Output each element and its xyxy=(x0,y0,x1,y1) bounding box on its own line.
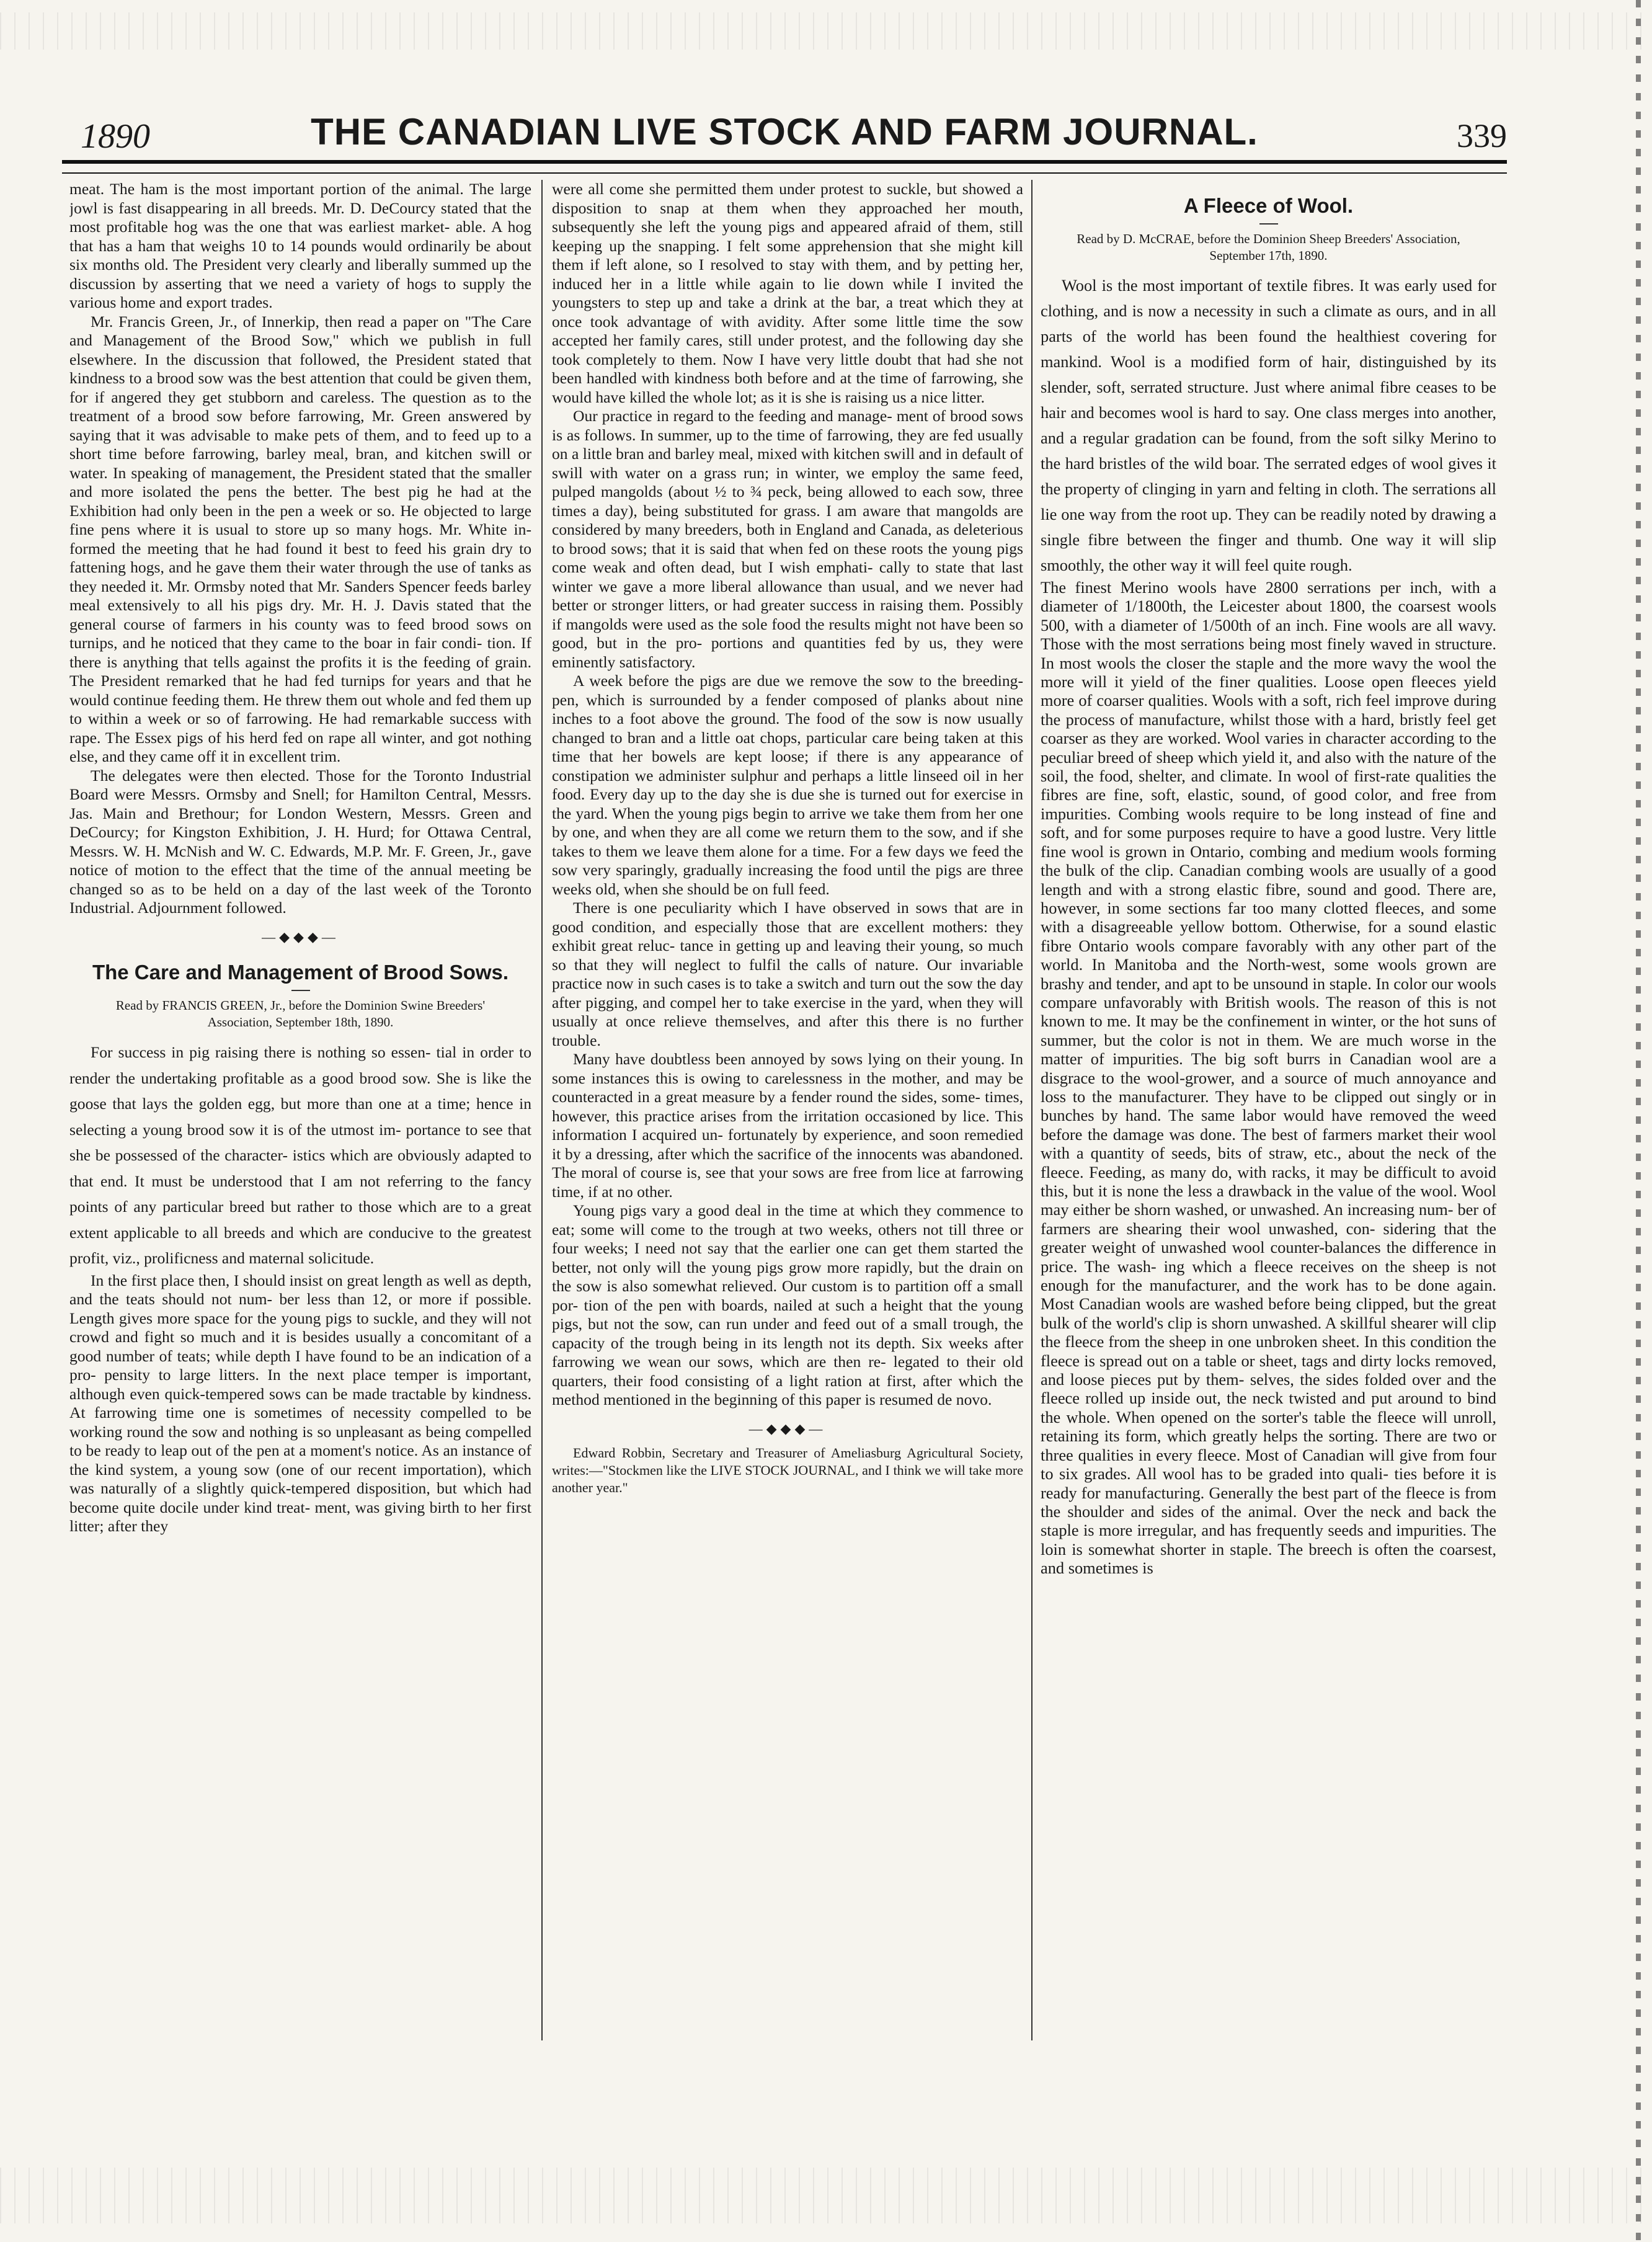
journal-title: THE CANADIAN LIVE STOCK AND FARM JOURNAL. xyxy=(311,111,1258,153)
article-title: A Fleece of Wool. xyxy=(1183,194,1354,217)
paragraph: Our practice in regard to the feeding and manage- ment of brood sows is as follows. In summer, up to the time of farrowing, they are fed usually on a little bran and barley meal, mixed with kitchen swill and in default of swill with water on a grass run; in winter, we employ the same feed, pulped mangolds (about ½ to ¾ peck, being allowed to each sow, three times a day), being substituted for grass. I am aware that mangolds are considered by many breeders, both in England and Canada, as deleterious to brood sows; that it is said that when fed on these roots the young pigs come weak and often dead, but I wish emphati- cally to state that last winter we gave a more liberal allowance than usual, and we never had better or stronger litters, or had greater success in raising them. Possibly if mangolds were used as the sole food the results might not have been so good, but in the pro- portions and quantities fed by us, they were eminently satisfactory. xyxy=(552,407,1023,671)
scan-artifact-edge xyxy=(1636,0,1641,2242)
column-right xyxy=(1041,180,1496,2040)
page-number: 339 xyxy=(1457,117,1507,154)
header-year: 1890 xyxy=(81,117,150,156)
column-rule xyxy=(541,180,543,2040)
column-left xyxy=(69,180,531,2040)
section-ornament: —◆◆◆— xyxy=(262,928,339,945)
column-middle xyxy=(552,180,1023,2040)
title-dash xyxy=(291,990,310,991)
reader-note: Edward Robbin, Secretary and Treasurer of Ameliasburg Agricultural Society, writes:—"Stockmen like the LIVE STOCK JOURNAL, and I think we will take more another year." xyxy=(552,1445,1023,1495)
scan-artifact-top xyxy=(0,12,1652,50)
paragraph: Many have doubtless been annoyed by sows lying on their young. In some instances this is owing to carelessness in the mother, and may be counteracted in a great measure by a fender round the sides, some- times, however, this practice arises from the irritation occasioned by lice. This information I acquired un- fortunately by experience, and soon remedied it by a dressing, after which the sacrifice of the innocents was abandoned. The moral of course is, see that your sows are free from lice at farrowing time, if at no other. xyxy=(552,1050,1023,1201)
paragraph: A week before the pigs are due we remove the sow to the breeding-pen, which is surrounded by a fender composed of planks about nine inches to a foot above the ground. The food of the sow is now usually changed to bran and a little oat chops, particular care being taken at this time that her bowels are kept loose; if there is any appearance of constipation we administer sulphur and perhaps a little linseed oil in her food. Every day up to the day she is due she is turned out for exercise in the yard. When the young pigs begin to arrive we take them from her one by one, and when they are all come we return them to the sow, and if she takes to them we leave them alone for a time. For a few days we feed the sow very sparingly, gradually increasing the food until the pigs are three weeks old, when she should be on full feed. xyxy=(552,672,1023,898)
paragraph: Young pigs vary a good deal in the time at which they commence to eat; some will come to the trough at two weeks, others not till three or four weeks; I need not say that the earlier one can get them started the better, not only will the young pigs grow more rapidly, but the drain on the sow is also somewhat relieved. Our custom is to partition off a small por- tion of the pen with boards, nailed at such a height that the young pigs, but not the sow, can run under and feed out of a small trough, the capacity of the trough being in its length not its depth. Six weeks after farrowing we wean our sows, which are then re- legated to their old quarters, their food consisting of a light ration at first, after which the method mentioned in the beginning of this paper is resumed de novo. xyxy=(552,1201,1023,1408)
paragraph: The delegates were then elected. Those for the Toronto Industrial Board were Messrs. Ormsby and Snell; for Hamilton Central, Messrs. Jas. Main and Brethour; for London Western, Messrs. Green and DeCourcy; for Kingston Exhibition, J. H. Hurd; for Ottawa Central, Messrs. W. H. McNish and W. C. Edwards, M.P. Mr. F. Green, Jr., gave notice of motion to the effect that the time of the annual meeting be changed so as to be held on a day of the last week of the Toronto Industrial. Adjournment followed. xyxy=(69,766,531,917)
running-header xyxy=(62,105,1507,155)
paragraph: There is one peculiarity which I have observed in sows that are in good condition, and especially those that are excellent mothers: they exhibit great reluc- tance in getting up and leaving their young, so much so that they will neglect to fulfil the calls of nature. Our invariable practice now in such cases is to take a switch and turn out the sow the day after pigging, and compel her to take exercise in the yard, when they will usually at once relieve themselves, and after this there is no further trouble. xyxy=(552,899,1023,1049)
column-rule xyxy=(1031,180,1032,2040)
section-ornament: —◆◆◆— xyxy=(748,1420,827,1436)
title-dash xyxy=(1259,223,1278,225)
paragraph: For success in pig raising there is nothing so essen- tial in order to render the undertaking profitable as a good brood sow. She is like the goose that lays the golden egg, but more than one at a time; hence in selecting a young brood sow it is of the utmost im- portance to see that she be possessed of the character- istics which are obviously adapted to that end. It must be understood that I am not referring to the fancy points of any particular breed but rather to those which are to a great extent applicable to all breeds and which are conducive to the greatest profit, viz., prolificness and maternal solicitude. xyxy=(69,1043,531,1267)
paragraph: were all come she permitted them under protest to suckle, but showed a disposition to snap at them when they approached her mouth, subsequently she left the young pigs and appeared afraid of them, still keeping up the snapping. I felt some apprehension that she might kill them if left alone, so I resolved to stay with them, and by petting her, induced her in a little while again to lie down while I invited the youngsters to step up and take a drink at the bar, a treat which they at once took advantage of with avidity. After some little time the sow accepted her family cares, still under protest, and the following day she took completely to them. Now I have very little doubt that had she not been handled with kindness both before and at the time of farrowing, she would have killed the whole lot; as it is she is raising us a nice litter. xyxy=(552,180,1023,406)
paragraph: The finest Merino wools have 2800 serrations per inch, with a diameter of 1/1800th, the Leicester about 1800, the coarsest wools 500, with a diameter of 1/500th of an inch. Fine wools are all wavy. Those with the most serrations being most finely waved in structure. In most wools the closer the staple and the more wavy the wool the more will it yield of the finer qualities. Loose open fleeces yield more of coarser qualities. Wools with a soft, rich feel improve during the process of manufacture, whilst those with a hard, bristly feel get coarser as they are worked. Wool varies in character according to the peculiar breed of sheep which yield it, and also with the nature of the soil, the food, shelter, and climate. In wool of first-rate qualities the fibres are fine, soft, elastic, sound, of good color, and free from impurities. Combing wools require to be long instead of fine and soft, and for some purposes require to have a good lustre. Very little fine wool is grown in Ontario, combing and medium wools forming the bulk of the clip. Canadian combing wools are usually of a good length and with a strong elastic fibre, sound and good. There are, however, in some sections far too many clotted fleeces, and some with a disagreeable yellow bottom. Otherwise, for a sound elastic fibre Ontario wools compare favorably with any other part of the world. In Manitoba and the North-west, some wools grown are brashy and tender, and apt to be unsound in staple. In color our wools compare unfavorably with British wools. The reason of this is not known to me. It may be the confinement in winter, or the hot suns of summer, but the color is not in them. We are much worse in the matter of impurities. The big soft burrs in Canadian wool are a disgrace to the wool-grower, and a source of much annoyance and loss to the manufacturer. They have to be clipped out singly or in bunches by hand. The same labor would have removed the weed before the damage was done. The best of farmers market their wool with a quantity of seeds, bits of straw, etc., about the neck of the fleece. Feeding, as many do, with racks, it may be difficult to avoid this, but it is none the less a drawback in the value of the wool. Wool may either be shorn washed, or unwashed. An increasing num- ber of farmers are shearing their wool unwashed, con- sidering that the greater weight of unwashed wool counter-balances the difference in price. The wash- ing which a fleece receives on the sheep is not enough for the manufacturer, and the work has to be done again. Most Canadian wools are washed before being clipped, but the great bulk of the world's clip is shorn unwashed. A skillful shearer will clip the fleece from the sheep in one unbroken sheet. In this condition the fleece is spread out on a table or sheet, tags and dirty locks removed, and loose pieces put by them- selves, the sides folded over and the fleece rolled up inside out, the neck twisted and put around to bind the whole. When opened on the sorter's table the fleece will unroll, retaining its form, which greatly helps the sorting. There are two or three qualities in every fleece. Most of Canadian will give from four to six grades. All wool has to be graded into quali- ties before it is ready for manufacturing. Generally the best part of the fleece is from the shoulder and sides of the animal. Over the neck and back the staple is more irregular, and has frequently seeds and impurities. The loin is somewhat shorter in staple. The breech is often the coarsest, and sometimes is xyxy=(1041,578,1496,1578)
paragraph: Wool is the most important of textile fibres. It was early used for clothing, and is now a necessity in such a climate as ours, and in all parts of the world has been found the healthiest covering for mankind. Wool is a modified form of hair, distinguished by its slender, soft, serrated structure. Just where animal fibre ceases to be hair and becomes wool is hard to say. One class merges into another, and a regular gradation can be found, from the soft silky Merino to the hard bristles of the wild boar. The serrated edges of wool gives it the property of clinging in yarn and felting in cloth. The serrations all lie one way from the root up. They can be readily noted by drawing a single fibre between the finger and thumb. One way it will slip smoothly, the other way it will feel quite rough. xyxy=(1041,276,1496,574)
scan-artifact-bottom xyxy=(0,2168,1652,2223)
header-rule xyxy=(62,160,1507,174)
paragraph: meat. The ham is the most important portion of the animal. The large jowl is fast disappearing in all breeds. Mr. D. DeCourcy stated that the most profitable hog was the one that was earliest market- able. A hog that has a ham that weighs 10 to 14 pounds would ordinarily be about six months old. The President very clearly and liberally summed up the discussion by asserting that we need a variety of hogs to supply the various home and export trades. xyxy=(69,180,531,311)
article-byline: Read by D. McCRAE, before the Dominion Sheep Breeders' Association, September 17th, 1890. xyxy=(1077,231,1460,263)
article-byline: Read by FRANCIS GREEN, Jr., before the Dominion Swine Breeders' Association, September 18th, 1890. xyxy=(115,998,486,1030)
paragraph: In the first place then, I should insist on great length as well as depth, and the teats should not num- ber less than 12, or more if possible. Length gives more space for the young pigs to suckle, and they will not crowd and fight so much and it is besides usually a concomitant of a good number of teats; while depth I have found to be an indication of a pro- pensity to large litters. In the next place temper is important, although even quick-tempered sows can be made tractable by kindness. At farrowing time one is sometimes of necessity compelled to be working round the sow and nothing is so unpleasant as being compelled to be ready to leap out of the pen at a moment's notice. As an instance of the kind system, a young sow (one of our recent importation), which was naturally of a slightly quick-tempered disposition, but which had become quite docile under kind treat- ment, was giving birth to her first litter; after they xyxy=(69,1271,531,1535)
article-title: The Care and Management of Brood Sows. xyxy=(92,961,509,984)
paragraph: Mr. Francis Green, Jr., of Innerkip, then read a paper on "The Care and Management of the Brood Sow," which we publish in full elsewhere. In the discussion that followed, the President stated that kindness to a brood sow was the best attention that could be given them, for if angered they get stubborn and careless. The question as to the treatment of a brood sow before farrowing, Mr. Green answered by saying that it was advisable to make pets of them, and to feed up to a short time before farrowing, barley meal, bran, and kitchen swill or water. In speaking of management, the President stated that the smaller and more isolated the pens the better. The best pig he had at the Exhibition had only been in the pen a week or so. He objected to large fine pens where it is usual to store up so many hogs. Mr. White in- formed the meeting that he had found it best to feed his grain dry to fattening hogs, and he gave them their water through the use of tanks as they needed it. Mr. Ormsby noted that Mr. Sanders Spencer feeds barley meal extensively to all his pigs dry. Mr. H. J. Davis stated that the general course of farmers in his county was to feed brood sows on turnips, and he noticed that they came to the boar in fair condi- tion. If there is anything that tells against the profits it is the feeding of grain. The President remarked that he had fed turnips for years and that he would continue feeding them. He threw them out whole and fed them up to within a week or so of farrowing. He had remarkable success with rape. The Essex pigs of his herd fed on rape all winter, and got nothing else, and they came off it in excellent trim. xyxy=(69,312,531,765)
